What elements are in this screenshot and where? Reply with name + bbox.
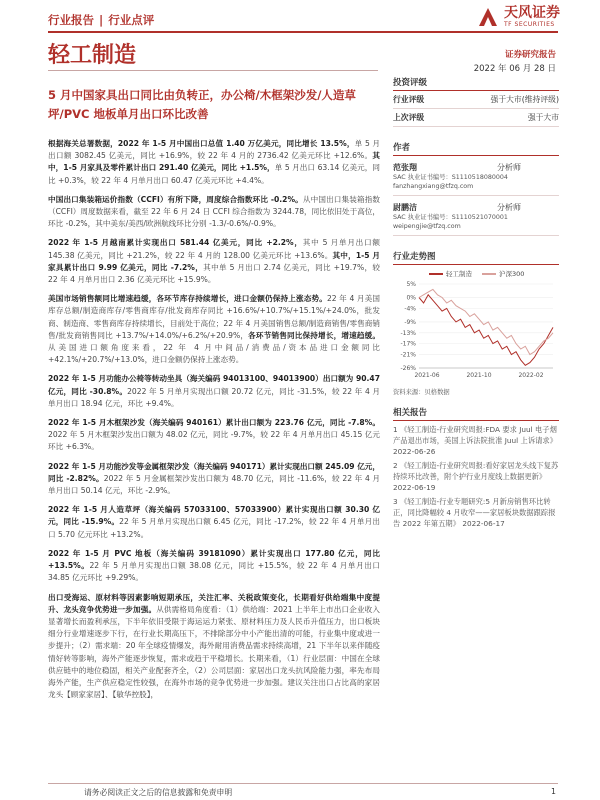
y-tick-label: -17%	[400, 340, 416, 348]
industry-rating-label: 行业评级	[393, 95, 425, 104]
prev-rating-value: 强于大市	[527, 113, 559, 122]
related-section-title: 相关报告	[393, 406, 559, 421]
prev-rating-row	[393, 109, 559, 127]
author-card	[393, 202, 559, 236]
title-divider	[48, 70, 378, 71]
main-body	[48, 138, 380, 708]
legend-label: 轻工制造	[446, 270, 472, 278]
author-name: 范张翔	[393, 163, 417, 172]
related-report-date: 2022-06-19	[393, 483, 436, 492]
paragraph-lead: 其中，1-5 月家具及零件累计出口 291.40 亿美元，同比 +1.5%，	[48, 151, 380, 173]
paragraph-lead: 2022 年 1-5 月木框架沙发（海关编码 940161）累计出口额为 223.76 亿元，同比 -7.8%。	[48, 418, 380, 428]
related-report-date: 2022-06-17	[462, 519, 505, 528]
body-paragraph	[48, 293, 380, 366]
y-tick-label: -21%	[400, 351, 416, 359]
report-date: 2022 年 06 月 28 日	[473, 64, 556, 74]
trend-chart-svg	[393, 280, 559, 382]
body-paragraph	[48, 592, 380, 702]
related-report-title[interactable]: 2 《轻工制造-行业研究周报:看好家居龙头线下复苏持续环比改善，附个护行业月度线上数据更新》	[393, 461, 559, 481]
logo-name-cn: 天风证券	[504, 5, 560, 21]
legend-label: 沪深300	[499, 270, 525, 278]
paragraph-lead: 2022 年 1-5 月功能办公椅等转动坐具（海关编码 94013100、94013900）出口额为 90.47 亿元，同比 -30.8%。	[48, 374, 380, 396]
related-report-title[interactable]: 3 《轻工制造-行业专题研究:5 月新房销售环比转正，同比降幅较 4 月收窄——家居板块数据跟踪报告 2022 年第五期》	[393, 497, 556, 528]
report-category	[48, 12, 154, 28]
paragraph-text: 2022 年 5 月单月实现出口额 20.72 亿元，同比 -31.5%，较 22 年 4 月单月出口 18.94 亿元，环比 +9.4%。	[48, 386, 381, 408]
author-email[interactable]: weipengjie@tfzq.com	[393, 223, 461, 230]
paragraph-lead: 美国市场销售额同比增速趋缓，各环节库存持续增长，进口金额仍保持上涨态势。	[48, 294, 327, 304]
body-paragraph	[48, 461, 380, 498]
sidebar	[393, 76, 559, 529]
report-headline: 5 月中国家具出口同比由负转正，办公椅/木框架沙发/人造草坪/PVC 地板单月出口环比改善	[48, 88, 356, 121]
x-tick-label: 2021-06	[414, 372, 440, 379]
author-email[interactable]: fanzhangxiang@tfzq.com	[393, 183, 474, 190]
paragraph-text: 22 年 4 月美国库存总额/制造商库存/零售商库存/批发商库存同比 +16.6%/+10.7%/+15.1%/+24.0%，批发商、制造商、零售商库存持续增长，目前处于高位；22 年 4 月美国销售总额/制造商销售/零售商销售/批发商销售同比 +13.7%/+14.0%/+6.2%/+20.9%，	[48, 294, 380, 340]
related-report-item[interactable]	[393, 424, 559, 457]
body-paragraph	[48, 194, 380, 231]
paragraph-text: 2022 年 5 月木框架沙发出口额为 48.02 亿元，同比 -9.7%，较 22 年 4 月单月出口 45.15 亿元环比 +6.3%。	[48, 430, 380, 452]
body-paragraph	[48, 504, 380, 541]
trend-chart	[393, 269, 559, 396]
paragraph-text: 2022 年 5 月金属框架沙发出口额为 48.70 亿元，同比 -11.6%，较 22 年 4 月单月出口 50.14 亿元，环比 -2.9%。	[48, 473, 381, 496]
paragraph-text: 单 5 月出口 63.14 亿美元，同比 +0.3%，较 22 年 4 月单月出口 60.47 亿美元环比 +4.4%。	[48, 163, 380, 185]
paragraph-text: 从美国进口额角度来看，22 年 4 月中间品/消费品/资本品进口金额同比 +42.1%/+20.7%/+13.0%，进口金额仍保持上涨态势。	[48, 343, 380, 365]
category-separator: |	[99, 13, 104, 27]
authors-section-title: 作者	[393, 141, 559, 156]
footer-divider	[48, 783, 558, 784]
rating-section-title: 投资评级	[393, 76, 559, 91]
industry-rating-row	[393, 91, 559, 109]
paragraph-lead: 2022 年 1-5 月功能沙发等金属框架沙发（海关编码 940171）累计实现出口额 245.09 亿元，同比 -2.82%。	[48, 461, 380, 483]
legend-item	[429, 269, 472, 278]
footer-disclaimer: 请务必阅读正文之后的信息披露和免责申明	[84, 788, 233, 797]
chart-legend	[429, 269, 559, 278]
report-type: 证券研究报告	[504, 50, 556, 60]
author-role: 分析师	[497, 203, 521, 212]
paragraph-text: 单 5 月出口额 3082.45 亿美元，同比 +16.9%，较 22 年 4 月的 2736.42 亿美元环比 +12.6%。	[48, 139, 380, 161]
body-paragraph	[48, 373, 380, 410]
industry-rating-value: 强于大市(维持评级)	[490, 95, 559, 104]
category-label: 行业报告	[48, 13, 94, 27]
y-tick-label: -9%	[404, 318, 416, 326]
x-tick-label: 2022-02	[518, 372, 544, 379]
logo-icon	[477, 6, 499, 28]
y-tick-label: 0%	[406, 294, 416, 302]
paragraph-lead: 2022 年 1-5 月人造草坪（海关编码 57033100、57033900）累计实现出口额 30.30 亿元，同比 -15.9%。	[48, 505, 380, 527]
paragraph-text: 从中国出口集装箱指数（CCFI）周度数据来看，截至 22 年 6 月 24 日 CCFI 综合指数为 3244.78，同比依旧处于高位，环比 -0.2%，其中美东/美西/欧洲航线环比分别 -1.3/-0.6%/-0.9%。	[48, 194, 381, 229]
body-paragraph	[48, 417, 380, 454]
author-license: SAC 执业证书编号：S1110518080004	[393, 174, 508, 181]
paragraph-lead: 2022 年 1-5 月越南累计实现出口 581.44 亿美元，同比 +2.2%，	[48, 238, 303, 248]
logo-name-en: TF SECURITIES	[504, 21, 555, 28]
related-report-date: 2022-06-26	[393, 447, 436, 456]
body-paragraph	[48, 548, 380, 585]
paragraph-lead: 出口受海运、原材料等因素影响短期承压，关注汇率、关税政策变化，长期看好供给端集中度提升、龙头竞争优势进一步加强。	[48, 592, 380, 614]
paragraph-lead: 中国出口集装箱运价指数（CCFI）有所下降，周度综合指数环比 -0.2%。	[48, 194, 303, 204]
author-name: 尉鹏洁	[393, 203, 417, 212]
author-role: 分析师	[497, 163, 521, 172]
paragraph-lead: 其中，1-5 月家具累计出口 9.99 亿美元，同比 -7.2%，	[48, 250, 380, 272]
subcategory-label: 行业点评	[108, 13, 155, 27]
paragraph-text: 22 年 5 月单月实现出口额 6.45 亿元，同比 -17.2%，较 22 年 4 月单月出口 5.70 亿元环比 +13.2%。	[48, 517, 380, 539]
paragraph-text: 从供需格局角度看：（1）供给端：2021 上半年上市出口企业收入显著增长而盈利承压，下半年依旧受限于海运运力紧张、原材料压力及人民币升值压力，出口板块细分行业增速逐步下行，在行业长期高压下，不排除部分中小产能出清的可能，行业集中度或进一步提升；（2）需求端：20 年全球疫情爆发，海外耐用消费品需求持续高增，21 下半年以来伴随疫情好转等影响，海外产能逐步恢复，需求或趋于平稳增长。长期来看，（1）行业层面：中国在全球供应链中的地位稳固，相关产业配套齐全，（2）公司层面：家居出口龙头抗风险能力强，率先布局海外产能，生产供应稳定性较强，在海外市场的竞争优势进一步加强。建议关注出口占比高的家居龙头【顾家家居】、【敏华控股】，	[48, 604, 380, 700]
y-tick-label: -13%	[400, 329, 416, 337]
x-tick-label: 2021-10	[466, 372, 492, 379]
company-logo	[477, 6, 560, 28]
y-tick-label: -4%	[404, 305, 416, 313]
y-tick-label: 5%	[406, 281, 416, 288]
y-tick-label: -26%	[400, 365, 416, 372]
trend-chart-title: 行业走势图	[393, 250, 559, 265]
related-report-title[interactable]: 1 《轻工制造-行业研究周报:FDA 要求 Juul 电子烟产品退出市场，美国上诉法院批准 Juul 上诉请求》	[393, 425, 558, 445]
paragraph-text: 其中 5 月单月出口额 145.38 亿美元，同比 +21.2%，较 22 年 4 月的 128.00 亿美元环比 +13.6%。	[48, 238, 380, 260]
paragraph-lead: 各环节销售同比保持增长，增速趋缓。	[248, 330, 381, 340]
chart-source: 资料来源：贝格数据	[393, 389, 450, 396]
prev-rating-label: 上次评级	[393, 113, 425, 122]
legend-item	[482, 269, 524, 278]
related-report-item[interactable]	[393, 460, 559, 493]
paragraph-text: 其中单 5 月出口 2.74 亿美元，同比 +19.7%，较 22 年 4 月单月出口 2.36 亿美元环比 +15.9%。	[48, 262, 380, 285]
related-report-item[interactable]	[393, 496, 559, 529]
paragraph-text: 22 年 5 月单月实现出口额 38.08 亿元，同比 +15.5%，较 22 年 4 月单月出口 34.85 亿元环比 +9.29%。	[48, 561, 380, 583]
header-divider	[48, 31, 558, 33]
body-paragraph	[48, 138, 380, 187]
page-title: 轻工制造	[48, 43, 137, 68]
body-paragraph	[48, 237, 380, 286]
author-license: SAC 执业证书编号：S1110521070001	[393, 214, 508, 221]
page-number: 1	[551, 787, 556, 796]
paragraph-lead: 2022 年 1-5 月 PVC 地板（海关编码 39181090）累计实现出口 177.80 亿元，同比 +13.5%。	[48, 548, 380, 571]
paragraph-lead: 根据海关总署数据，2022 年 1-5 月中国出口总值 1.40 万亿美元，同比增长 13.5%，	[48, 139, 355, 148]
author-card	[393, 162, 559, 196]
